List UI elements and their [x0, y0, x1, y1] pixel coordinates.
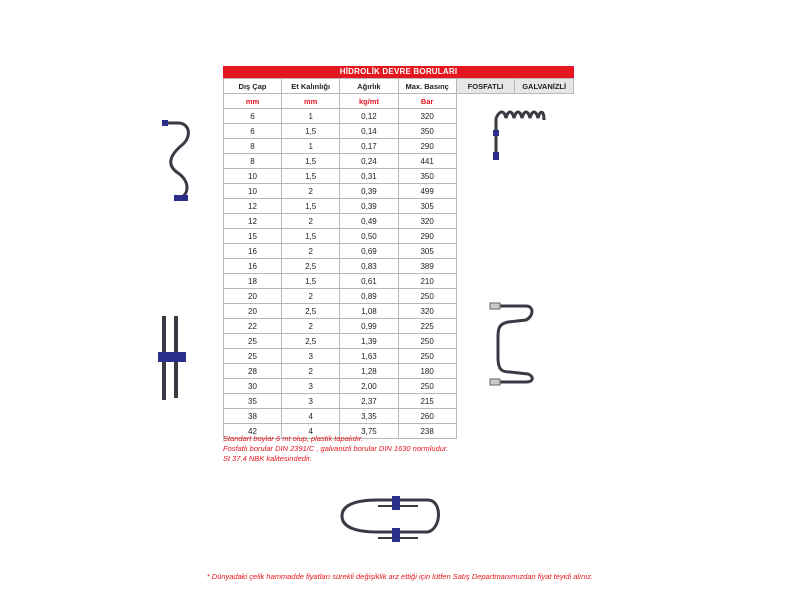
- table-cell: 290: [398, 229, 456, 244]
- note-line: Fosfatlı borular DIN 2391/C , galvanizli borular DIN 1630 normludur.: [223, 444, 449, 453]
- table-cell: 3: [282, 379, 340, 394]
- table-cell: 2: [282, 319, 340, 334]
- blank-cell: [456, 274, 514, 289]
- table-row: [224, 229, 574, 244]
- table-cell: 3,75: [340, 424, 398, 439]
- table-cell: 320: [398, 109, 456, 124]
- table-row: [224, 244, 574, 259]
- unit-cell: kg/mt: [340, 94, 398, 109]
- table-cell: 499: [398, 184, 456, 199]
- table-cell: 2,00: [340, 379, 398, 394]
- table-cell: 0,12: [340, 109, 398, 124]
- table-cell: 8: [224, 139, 282, 154]
- table-cell: 2,5: [282, 334, 340, 349]
- table-cell: 0,24: [340, 154, 398, 169]
- blank-cell: [515, 199, 574, 214]
- blank-cell: [515, 424, 574, 439]
- blank-cell: [456, 214, 514, 229]
- blank-cell: [456, 199, 514, 214]
- blank-cell: [515, 94, 574, 109]
- table-cell: 350: [398, 124, 456, 139]
- table-cell: 20: [224, 289, 282, 304]
- table-cell: 4: [282, 424, 340, 439]
- table-cell: 18: [224, 274, 282, 289]
- blank-cell: [515, 274, 574, 289]
- table-cell: 1,5: [282, 274, 340, 289]
- table-cell: 30: [224, 379, 282, 394]
- table-cell: 2: [282, 364, 340, 379]
- table-cell: 1,39: [340, 334, 398, 349]
- table-cell: 0,99: [340, 319, 398, 334]
- table-cell: 0,49: [340, 214, 398, 229]
- table-cell: 1,63: [340, 349, 398, 364]
- table-cell: 35: [224, 394, 282, 409]
- table-cell: 16: [224, 259, 282, 274]
- table-cell: 1: [282, 109, 340, 124]
- blank-cell: [456, 259, 514, 274]
- table-cell: 350: [398, 169, 456, 184]
- header-phosphated: FOSFATLI: [456, 79, 514, 94]
- note-line: Standart boylar 6 mt olup, plastik tapalıdır.: [223, 434, 364, 443]
- blank-cell: [515, 244, 574, 259]
- table-cell: 1,5: [282, 154, 340, 169]
- table-cell: 2: [282, 214, 340, 229]
- table-cell: 12: [224, 214, 282, 229]
- table-cell: 1,5: [282, 169, 340, 184]
- table-row: [224, 409, 574, 424]
- blank-cell: [515, 214, 574, 229]
- table-cell: 2,37: [340, 394, 398, 409]
- table-cell: 1,5: [282, 229, 340, 244]
- table-cell: 305: [398, 244, 456, 259]
- table-cell: 320: [398, 214, 456, 229]
- header-wall-thickness: Et Kalınlığı: [282, 79, 340, 94]
- table-cell: 238: [398, 424, 456, 439]
- blank-cell: [456, 394, 514, 409]
- table-cell: 4: [282, 409, 340, 424]
- table-cell: 2: [282, 289, 340, 304]
- table-cell: 441: [398, 154, 456, 169]
- table-cell: 250: [398, 349, 456, 364]
- note-line: St 37,4 NBK kalitesindedir.: [223, 454, 312, 463]
- table-row: [224, 394, 574, 409]
- blank-cell: [515, 259, 574, 274]
- table-cell: 290: [398, 139, 456, 154]
- header-weight: Ağırlık: [340, 79, 398, 94]
- table-cell: 250: [398, 334, 456, 349]
- table-cell: 15: [224, 229, 282, 244]
- header-row: [224, 79, 574, 94]
- table-cell: 225: [398, 319, 456, 334]
- table-cell: 1,28: [340, 364, 398, 379]
- table-cell: 0,14: [340, 124, 398, 139]
- header-outer-diameter: Dış Çap: [224, 79, 282, 94]
- table-cell: 0,83: [340, 259, 398, 274]
- table-cell: 22: [224, 319, 282, 334]
- table-cell: 1: [282, 139, 340, 154]
- table-cell: 12: [224, 199, 282, 214]
- table-cell: 210: [398, 274, 456, 289]
- table-cell: 305: [398, 199, 456, 214]
- blank-cell: [456, 409, 514, 424]
- blank-cell: [456, 229, 514, 244]
- table-cell: 3: [282, 349, 340, 364]
- unit-cell: Bar: [398, 94, 456, 109]
- table-cell: 2: [282, 244, 340, 259]
- table-cell: 16: [224, 244, 282, 259]
- table-cell: 250: [398, 379, 456, 394]
- blank-cell: [456, 184, 514, 199]
- table-cell: 0,39: [340, 199, 398, 214]
- coil-pipe-image: [488, 108, 548, 173]
- table-cell: 42: [224, 424, 282, 439]
- table-row: [224, 274, 574, 289]
- blank-cell: [515, 409, 574, 424]
- table-cell: 0,89: [340, 289, 398, 304]
- notes: [223, 434, 448, 464]
- s-bend-pipe-image: [160, 115, 200, 215]
- table-row: [224, 259, 574, 274]
- table-cell: 10: [224, 169, 282, 184]
- table-cell: 180: [398, 364, 456, 379]
- price-disclaimer: * Dünyadaki çelik hammadde fiyatları sürekli değişiklik arz ettiği için lütfen Satış Departmanımızdan fiyat teyidi alınız.: [206, 572, 594, 581]
- table-cell: 38: [224, 409, 282, 424]
- straight-pipes-image: [156, 312, 190, 404]
- table-cell: 10: [224, 184, 282, 199]
- units-row: [224, 94, 574, 109]
- table-cell: 3: [282, 394, 340, 409]
- table-cell: 1,5: [282, 199, 340, 214]
- u-bend-pipe-image: [488, 298, 538, 388]
- unit-cell: mm: [224, 94, 282, 109]
- table-cell: 389: [398, 259, 456, 274]
- table-cell: 0,39: [340, 184, 398, 199]
- table-cell: 3,35: [340, 409, 398, 424]
- table-cell: 0,50: [340, 229, 398, 244]
- table-cell: 6: [224, 124, 282, 139]
- header-max-pressure: Max. Basınç: [398, 79, 456, 94]
- table-cell: 2,5: [282, 259, 340, 274]
- header-galvanized: GALVANİZLİ: [515, 79, 574, 94]
- table-cell: 2,5: [282, 304, 340, 319]
- blank-cell: [456, 94, 514, 109]
- table-cell: 25: [224, 334, 282, 349]
- table-cell: 8: [224, 154, 282, 169]
- table-cell: 250: [398, 289, 456, 304]
- table-cell: 320: [398, 304, 456, 319]
- blank-cell: [456, 424, 514, 439]
- table-cell: 1,08: [340, 304, 398, 319]
- table-cell: 260: [398, 409, 456, 424]
- table-cell: 1,5: [282, 124, 340, 139]
- loop-pipe-image: [338, 492, 448, 552]
- table-row: [224, 199, 574, 214]
- blank-cell: [515, 229, 574, 244]
- table-cell: 0,69: [340, 244, 398, 259]
- table-row: [224, 184, 574, 199]
- table-cell: 20: [224, 304, 282, 319]
- blank-cell: [515, 184, 574, 199]
- table-row: [224, 214, 574, 229]
- unit-cell: mm: [282, 94, 340, 109]
- table-cell: 25: [224, 349, 282, 364]
- table-cell: 28: [224, 364, 282, 379]
- table-cell: 215: [398, 394, 456, 409]
- blank-cell: [456, 244, 514, 259]
- table-title: HİDROLİK DEVRE BORULARI: [223, 66, 574, 78]
- table-cell: 6: [224, 109, 282, 124]
- table-cell: 0,61: [340, 274, 398, 289]
- table-cell: 0,31: [340, 169, 398, 184]
- table-cell: 2: [282, 184, 340, 199]
- table-cell: 0,17: [340, 139, 398, 154]
- blank-cell: [515, 394, 574, 409]
